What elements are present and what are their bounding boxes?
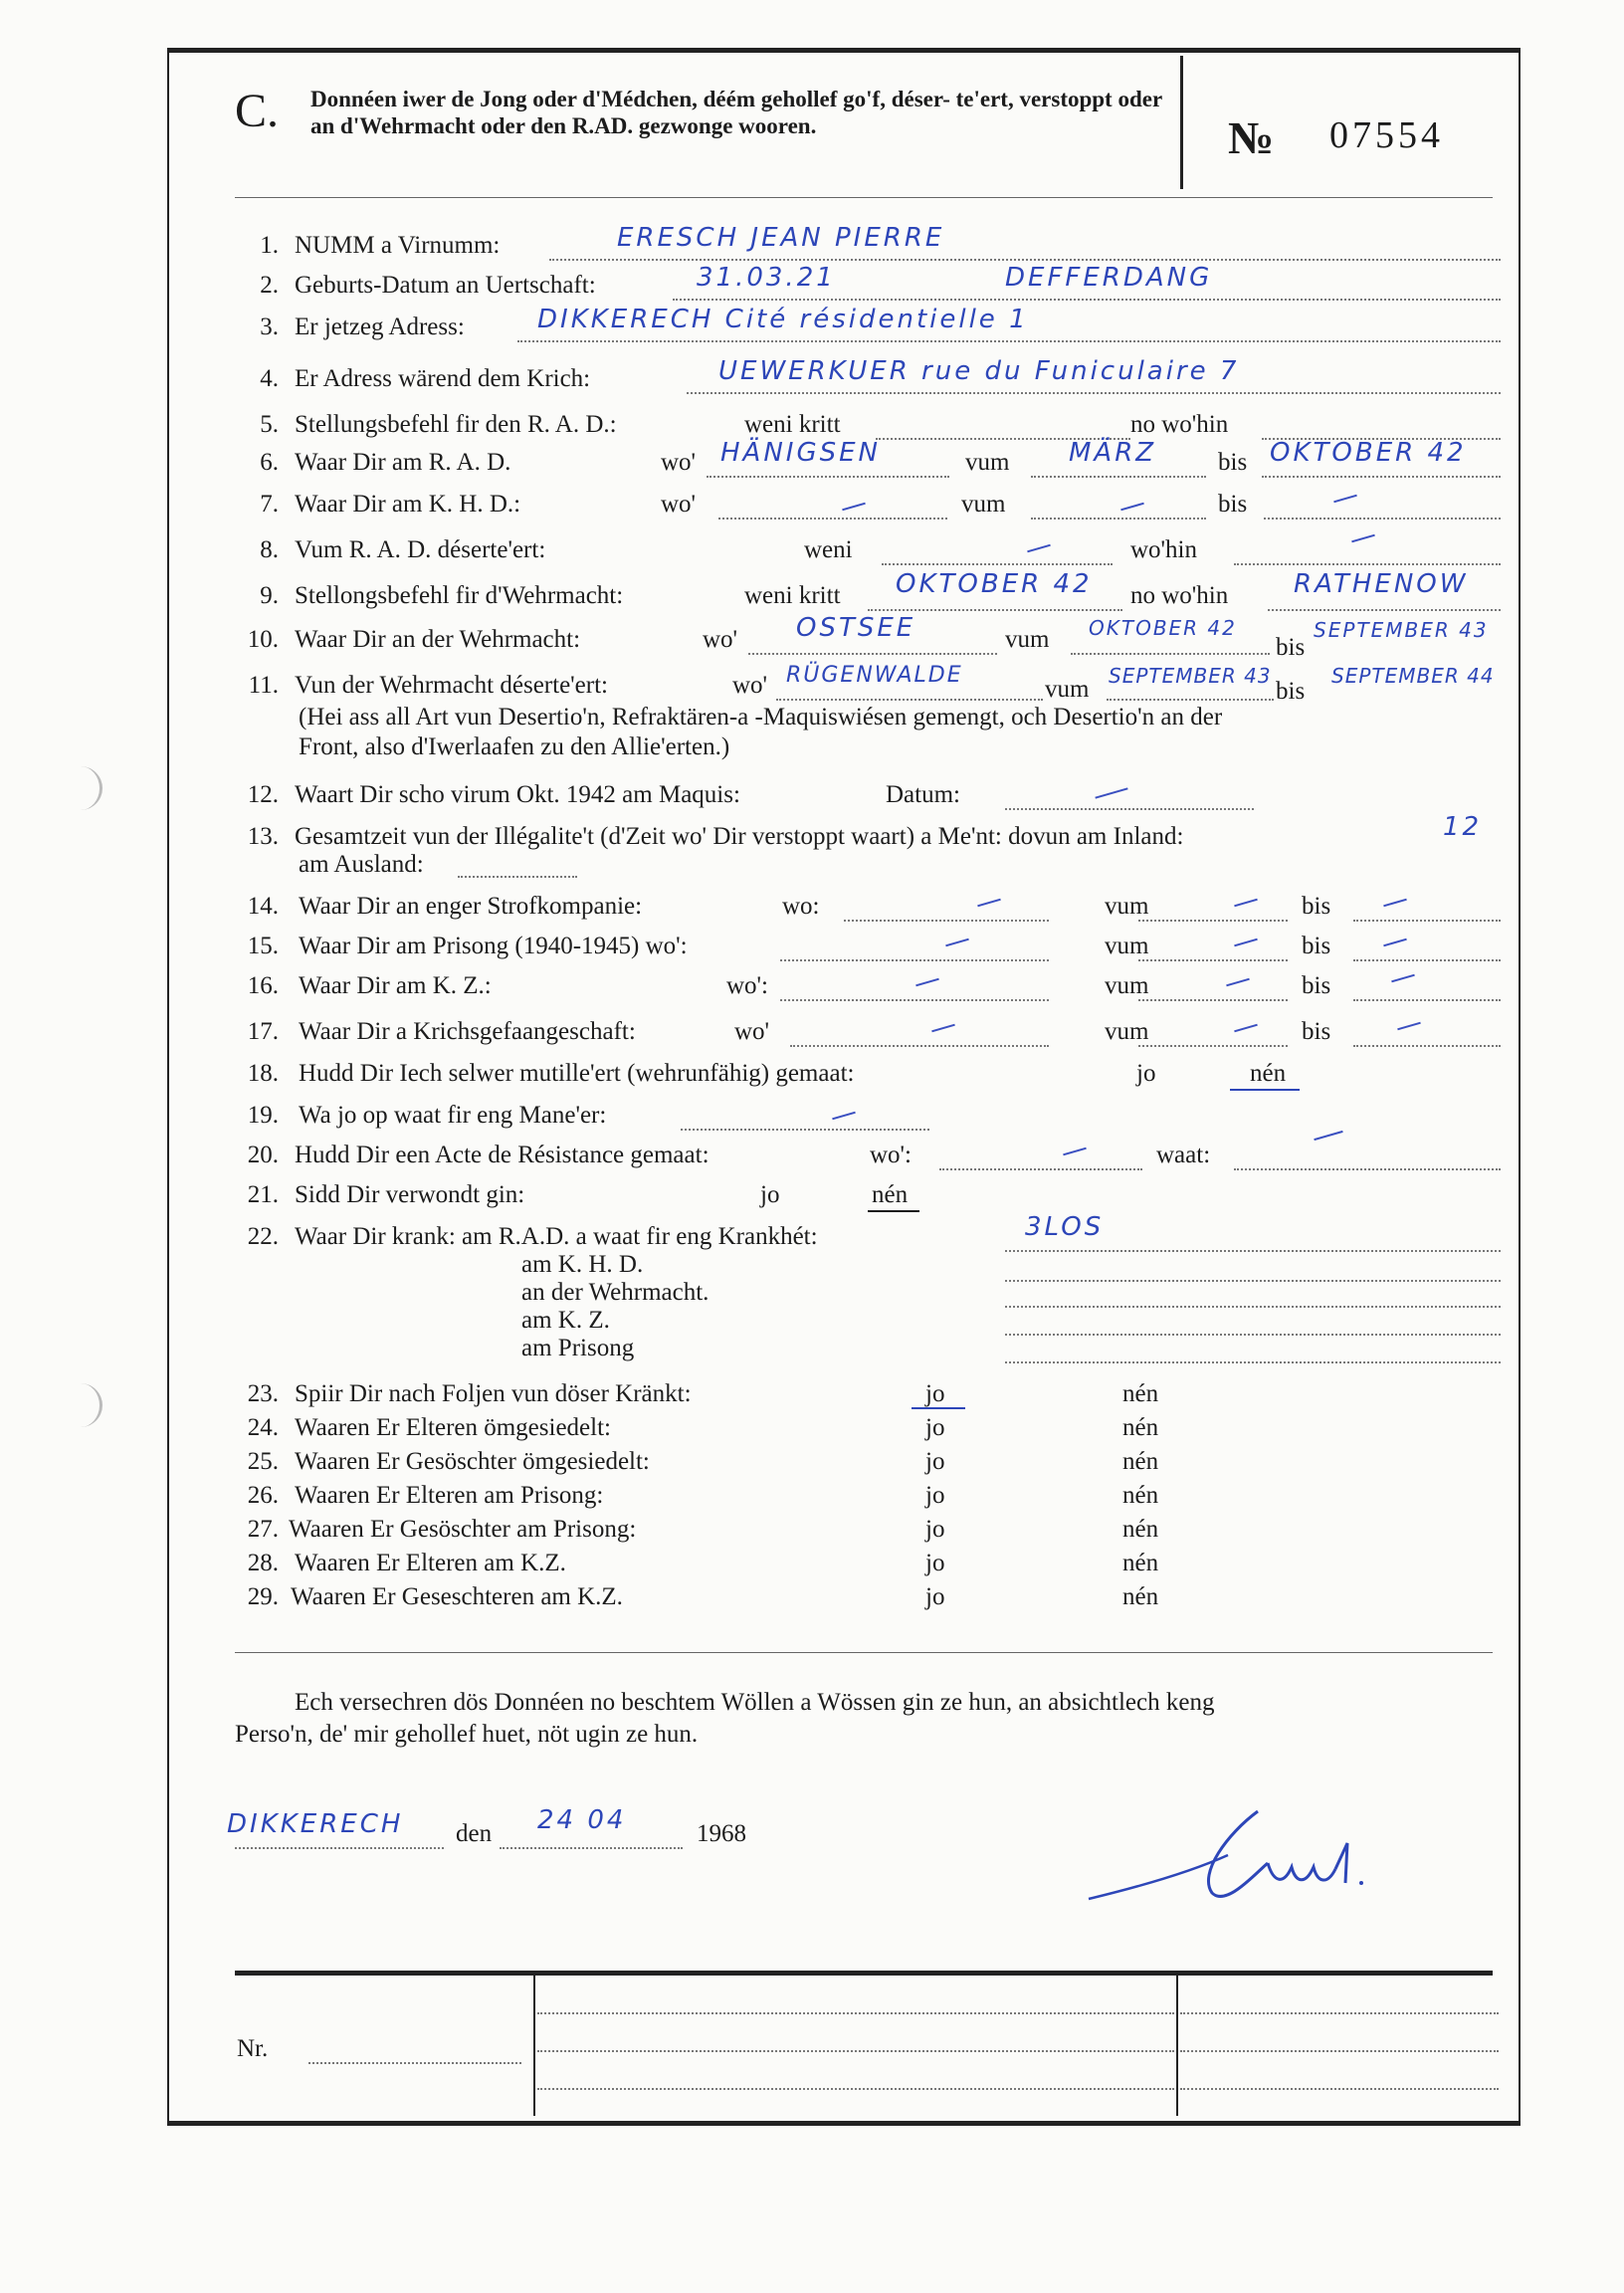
nen-option: nén [1122, 1482, 1159, 1509]
row-label: Waar Dir am K. H. D.: [295, 491, 521, 518]
row-label: Waaren Er Elteren ömgesiedelt: [295, 1414, 611, 1441]
fill-line [1353, 957, 1501, 961]
vum-label: vum [1005, 626, 1050, 653]
row-number: 24. [247, 1414, 279, 1441]
bis-label: bis [1276, 634, 1306, 661]
wo-label: wo' [703, 626, 738, 653]
office-use-box [235, 1971, 1493, 2116]
fill-line [790, 1043, 1049, 1047]
row-label: Waar Dir am K. Z.: [299, 972, 492, 999]
fill-line [1180, 2048, 1499, 2052]
row-number: 19. [247, 1102, 279, 1129]
fill-line [1107, 697, 1274, 701]
fill-line [1005, 1332, 1501, 1336]
fill-line [458, 874, 577, 878]
jo-option: jo [925, 1414, 945, 1441]
desertion-to-value: SEPTEMBER 44 [1331, 664, 1495, 688]
jo-option: jo [925, 1380, 945, 1407]
bis-label: bis [1276, 678, 1306, 705]
vum-label: vum [1105, 1018, 1149, 1045]
row-number: 13. [247, 823, 279, 850]
row-label: Geburts-Datum an Uertschaft: [295, 272, 596, 299]
row-label: Waaren Er Gesöschter am Prisong: [289, 1516, 637, 1543]
box-divider [1176, 1976, 1178, 2116]
fill-line [1234, 1166, 1501, 1170]
jo-option: jo [925, 1482, 945, 1509]
fill-line [844, 918, 1049, 922]
row-label: Waar Dir a Krichsgefaangeschaft: [299, 1018, 636, 1045]
jo-option: jo [1136, 1060, 1156, 1087]
vum-label: vum [1105, 933, 1149, 959]
footer-rule [235, 1652, 1493, 1653]
nen-option: nén [1122, 1550, 1159, 1576]
row-label: Er Adress wärend dem Krich: [295, 365, 591, 392]
wehrmacht-from-value: OKTOBER 42 [1089, 616, 1237, 640]
sub-label: am K. H. D. [521, 1251, 644, 1278]
row-number: 5. [260, 411, 279, 438]
fill-line [1138, 957, 1288, 961]
sub-label: an der Wehrmacht. [521, 1279, 710, 1306]
nen-option: nén [872, 1181, 909, 1208]
weni-label: weni [804, 536, 853, 563]
nen-option: nén [1122, 1380, 1159, 1407]
war-address-value: UEWERKUER rue du Funiculaire 7 [718, 356, 1240, 386]
row-number: 8. [260, 536, 279, 563]
bis-label: bis [1302, 1018, 1331, 1045]
jo-option: jo [925, 1516, 945, 1543]
waat-label: waat: [1156, 1142, 1211, 1168]
nowohin-label: no wo'hin [1130, 411, 1229, 438]
row-number: 10. [247, 626, 279, 653]
row-label: Wa jo op waat fir eng Mane'er: [299, 1102, 607, 1129]
row-label: Sidd Dir verwondt gin: [295, 1181, 525, 1208]
signing-date-value: 24 04 [537, 1805, 627, 1835]
row-number: 12. [247, 781, 279, 808]
row-number: 22. [247, 1223, 279, 1250]
row-label: Stellongsbefehl fir d'Wehrmacht: [295, 582, 624, 609]
illness-value: 3LOS [1025, 1212, 1105, 1242]
desertion-from-value: SEPTEMBER 43 [1109, 664, 1272, 688]
row-label: Stellungsbefehl fir den R. A. D.: [295, 411, 617, 438]
nr-label: Nr. [237, 2035, 269, 2062]
note-line: Front, also d'Iwerlaafen zu den Allie'erten.) [299, 733, 730, 760]
fill-line [537, 2048, 1174, 2052]
row-number: 11. [248, 672, 279, 699]
row-number: 21. [247, 1181, 279, 1208]
section-letter: C. [235, 85, 280, 137]
jo-option: jo [925, 1550, 945, 1576]
bis-label: bis [1302, 933, 1331, 959]
punch-hole [80, 766, 102, 810]
rad-place-value: HÄNIGSEN [720, 438, 881, 468]
sub-label: am Prisong [521, 1335, 635, 1361]
bis-label: bis [1218, 491, 1248, 518]
form-number: 07554 [1329, 114, 1444, 156]
fill-line [882, 561, 1113, 565]
row-number: 7. [260, 491, 279, 518]
row-label: Waar Dir an der Wehrmacht: [295, 626, 581, 653]
fill-line [1005, 1359, 1501, 1363]
row-label: Er jetzeg Adress: [295, 313, 465, 340]
fill-line [1138, 918, 1288, 922]
wo-label: wo' [661, 449, 697, 476]
fill-line [537, 2010, 1174, 2014]
fill-line [780, 957, 1049, 961]
signing-place-value: DIKKERECH [227, 1809, 404, 1839]
year-label: 1968 [697, 1820, 746, 1847]
fill-line [500, 1845, 683, 1849]
wo-label: wo': [726, 972, 769, 999]
nen-option: nén [1122, 1414, 1159, 1441]
fill-line [549, 257, 1501, 261]
wo-label: wo' [734, 1018, 770, 1045]
row-label: Vun der Wehrmacht déserte'ert: [295, 672, 608, 699]
selection-underline [912, 1407, 965, 1409]
row-label: Waaren Er Elteren am K.Z. [295, 1550, 566, 1576]
row-number: 17. [247, 1018, 279, 1045]
current-address-value: DIKKERECH Cité résidentielle 1 [537, 305, 1029, 334]
fill-line [718, 516, 947, 520]
declaration-line: Perso'n, de' mir gehollef huet, nöt ugin ze hun. [235, 1721, 699, 1748]
nen-option: nén [1122, 1448, 1159, 1475]
vum-label: vum [1105, 893, 1149, 920]
bis-label: bis [1302, 893, 1331, 920]
row-number: 23. [247, 1380, 279, 1407]
row-label: Waaren Er Gesöschter ömgesiedelt: [295, 1448, 650, 1475]
den-label: den [456, 1820, 493, 1847]
row-number: 2. [260, 272, 279, 299]
fill-line [780, 997, 1049, 1001]
fill-line [1071, 651, 1270, 655]
rad-to-value: OKTOBER 42 [1270, 438, 1467, 468]
row-label: Waart Dir scho virum Okt. 1942 am Maquis: [295, 781, 740, 808]
wo-label: wo: [782, 893, 820, 920]
fill-line [776, 697, 1043, 701]
fill-line [1005, 1278, 1501, 1282]
row-label: NUMM a Virnumm: [295, 232, 501, 259]
row-label: Spiir Dir nach Foljen vun döser Kränkt: [295, 1380, 692, 1407]
nen-option: nén [1250, 1060, 1287, 1087]
desertion-place-value: RÜGENWALDE [786, 663, 963, 688]
row-label: Hudd Dir een Acte de Résistance gemaat: [295, 1142, 710, 1168]
rad-from-value: MÄRZ [1069, 438, 1157, 468]
row-label: Waar Dir am Prisong (1940-1945) wo': [299, 933, 688, 959]
bis-label: bis [1218, 449, 1248, 476]
fill-line [681, 1127, 929, 1131]
row-label: Gesamtzeit vun der Illégalite't (d'Zeit wo' Dir verstoppt waart) a Me'nt: dovun am Inland: [295, 823, 1184, 850]
vum-label: vum [1105, 972, 1149, 999]
wo-label: wo': [870, 1142, 913, 1168]
note-line: (Hei ass all Art vun Desertio'n, Refraktären-a -Maquiswiésen gemengt, och Desertio'n an der [299, 704, 1223, 730]
fill-line [1353, 918, 1501, 922]
wohin-label: wo'hin [1130, 536, 1198, 563]
fill-line [1005, 1304, 1501, 1308]
fill-line [1262, 474, 1501, 478]
row-number: 14. [247, 893, 279, 920]
fill-line [939, 1166, 1142, 1170]
row-number: 26. [247, 1482, 279, 1509]
sub-label: am K. Z. [521, 1307, 610, 1334]
row-label: Vum R. A. D. déserte'ert: [295, 536, 546, 563]
nen-option: nén [1122, 1516, 1159, 1543]
fill-line [1180, 2010, 1499, 2014]
row-number: 20. [247, 1142, 279, 1168]
punch-hole [80, 1383, 102, 1427]
wo-label: wo' [661, 491, 697, 518]
fill-line [537, 2086, 1174, 2090]
row-label: Waar Dir am R. A. D. [295, 449, 511, 476]
nowohin-label: no wo'hin [1130, 582, 1229, 609]
form-title: Donnéen iwer de Jong oder d'Médchen, déém gehollef go'f, déser- te'ert, verstoppt oder an d'Wehrmacht oder den R.AD. gezwonge wooren. [310, 87, 1162, 138]
row-number: 18. [247, 1060, 279, 1087]
selection-underline [1230, 1089, 1300, 1091]
fill-line [1234, 561, 1501, 565]
fill-line [868, 607, 1122, 611]
bis-label: bis [1302, 972, 1331, 999]
fill-line [748, 651, 997, 655]
fill-line [1031, 516, 1206, 520]
selection-underline [868, 1210, 919, 1212]
fill-line [1138, 1043, 1288, 1047]
fill-line [308, 2060, 521, 2064]
row-number: 1. [260, 232, 279, 259]
header-rule [235, 197, 1493, 198]
weni-label: weni kritt [744, 411, 841, 438]
number-sign: № [1228, 112, 1275, 163]
birth-place-value: DEFFERDANG [1005, 263, 1213, 293]
datum-label: Datum: [886, 781, 960, 808]
jo-option: jo [925, 1583, 945, 1610]
inland-months-value: 12 [1443, 812, 1483, 842]
row-label: am Ausland: [299, 851, 424, 878]
row-label: Waar Dir krank: am R.A.D. a waat fir eng Krankhét: [295, 1223, 818, 1250]
row-number: 3. [260, 313, 279, 340]
fill-line [1180, 2086, 1499, 2090]
fill-line [1005, 1248, 1501, 1252]
vum-label: vum [965, 449, 1010, 476]
wehrmacht-to-value: SEPTEMBER 43 [1314, 618, 1489, 642]
vum-label: vum [1045, 676, 1090, 703]
declaration-line: Ech versechren dös Donnéen no beschtem Wöllen a Wössen gin ze hun, an absichtlech keng [295, 1689, 1215, 1716]
fill-line [673, 297, 1501, 301]
row-label: Waaren Er Geseschteren am K.Z. [291, 1583, 623, 1610]
jo-option: jo [925, 1448, 945, 1475]
wo-label: wo' [732, 672, 768, 699]
row-number: 29. [247, 1583, 279, 1610]
fill-line [1353, 1043, 1501, 1047]
row-number: 9. [260, 582, 279, 609]
box-divider [533, 1976, 535, 2116]
wehrmacht-place-value: OSTSEE [796, 613, 916, 643]
header-divider [1180, 56, 1183, 189]
row-label: Waar Dir an enger Strofkompanie: [299, 893, 643, 920]
fill-line [687, 390, 1501, 394]
fill-line [1353, 997, 1501, 1001]
weni-label: weni kritt [744, 582, 841, 609]
order-place-value: RATHENOW [1294, 569, 1469, 599]
row-label: Waaren Er Elteren am Prisong: [295, 1482, 604, 1509]
row-number: 6. [260, 449, 279, 476]
row-number: 28. [247, 1550, 279, 1576]
vum-label: vum [961, 491, 1006, 518]
fill-line [1031, 474, 1206, 478]
name-value: ERESCH JEAN PIERRE [617, 223, 945, 253]
fill-line [1005, 806, 1254, 810]
fill-line [235, 1845, 444, 1849]
nen-option: nén [1122, 1583, 1159, 1610]
row-number: 4. [260, 365, 279, 392]
fill-line [1138, 997, 1288, 1001]
row-number: 16. [247, 972, 279, 999]
order-date-value: OKTOBER 42 [896, 569, 1093, 599]
row-number: 15. [247, 933, 279, 959]
fill-line [1268, 607, 1501, 611]
fill-line [517, 338, 1501, 342]
row-number: 27. [247, 1516, 279, 1543]
fill-line [707, 474, 949, 478]
birth-date-value: 31.03.21 [697, 263, 836, 293]
row-number: 25. [247, 1448, 279, 1475]
jo-option: jo [760, 1181, 780, 1208]
row-label: Hudd Dir Iech selwer mutille'ert (wehrunfähig) gemaat: [299, 1060, 855, 1087]
fill-line [1264, 516, 1501, 520]
